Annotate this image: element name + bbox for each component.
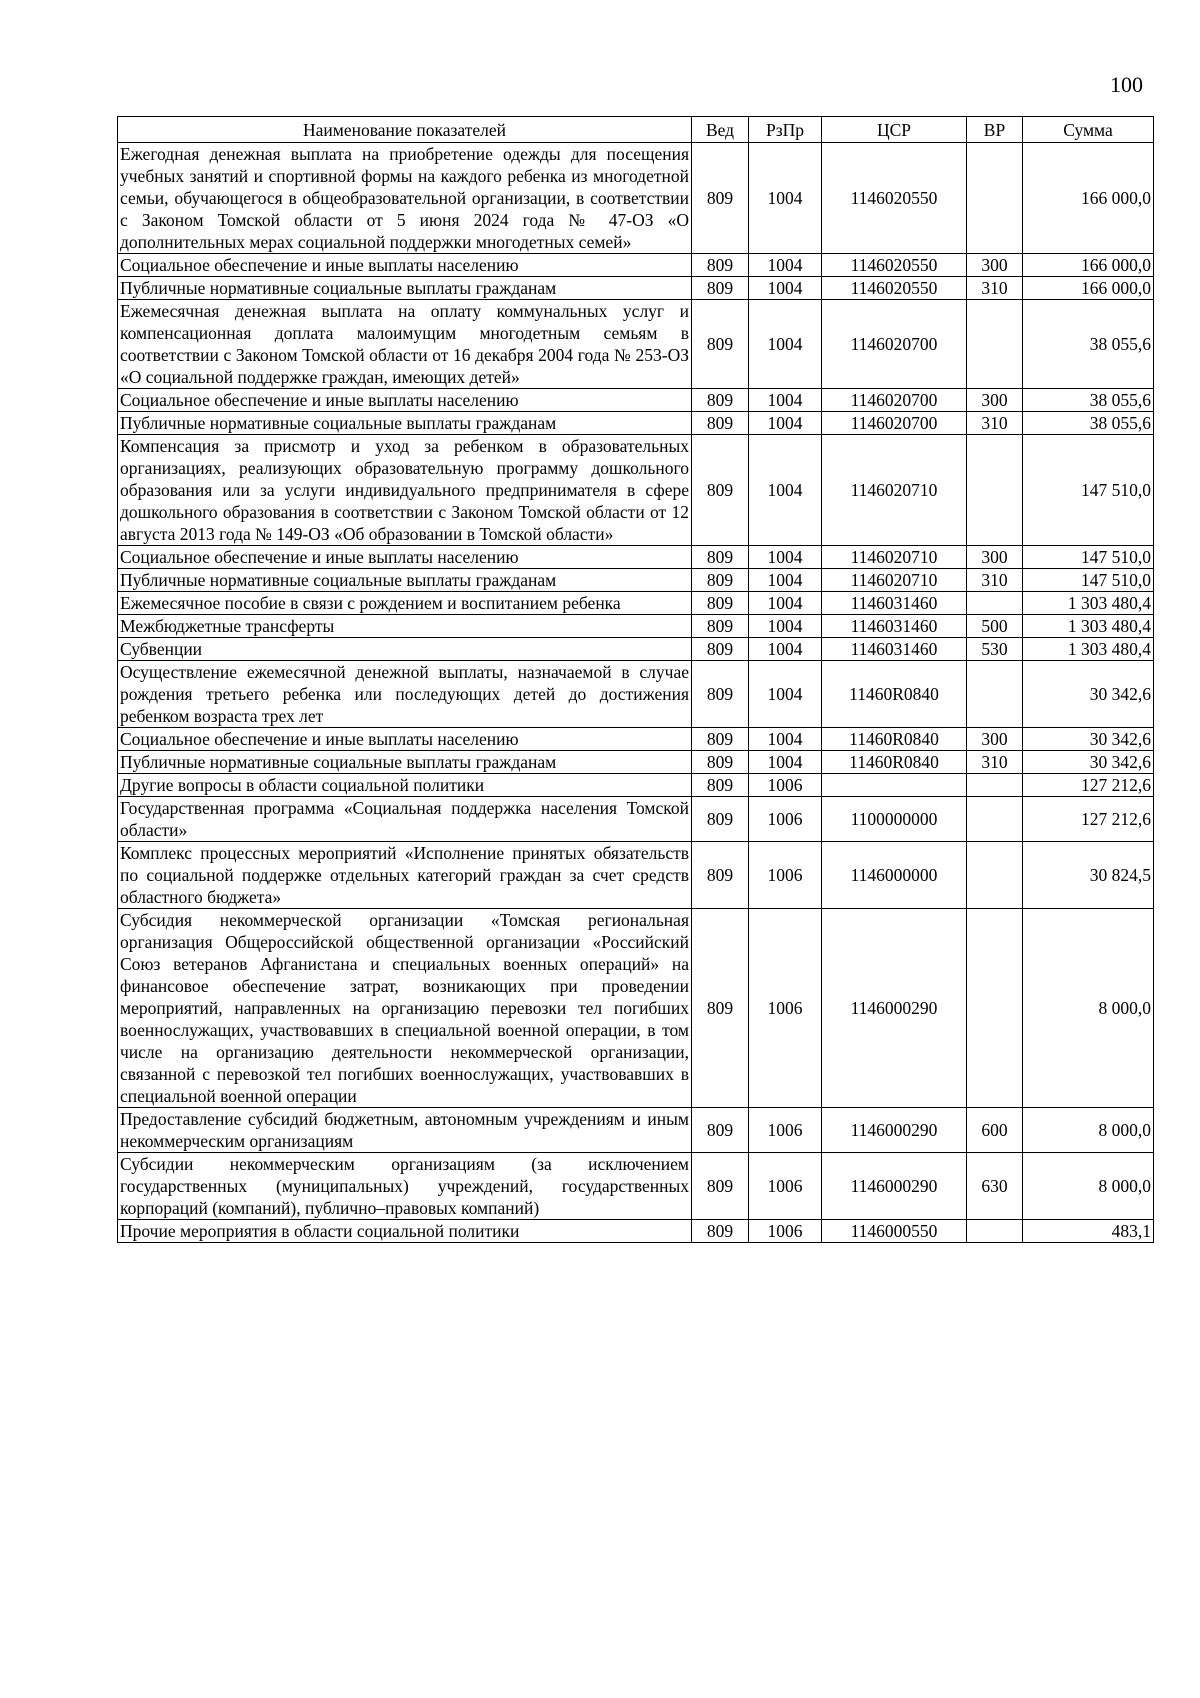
cell-vr: 630 bbox=[967, 1153, 1023, 1220]
cell-sum: 483,1 bbox=[1023, 1220, 1154, 1243]
table-row bbox=[118, 435, 1154, 546]
cell-name: Ежемесячная денежная выплата на оплату коммунальных услуг и компенсационная доплата малоимущим многодетным семьям в соответствии с Законом Томской области от 16 декабря 2004 года № 253-ОЗ «О социальной поддержке граждан, имеющих детей» bbox=[118, 300, 692, 389]
page-number: 100 bbox=[1110, 72, 1143, 97]
cell-vr bbox=[967, 435, 1023, 546]
cell-name: Прочие мероприятия в области социальной политики bbox=[118, 1220, 692, 1243]
cell-vr: 530 bbox=[967, 638, 1023, 661]
cell-csr: 1146020710 bbox=[822, 435, 967, 546]
cell-rzpr: 1006 bbox=[749, 1220, 822, 1243]
cell-vr: 310 bbox=[967, 412, 1023, 435]
cell-vr: 310 bbox=[967, 569, 1023, 592]
table-row bbox=[118, 728, 1154, 751]
cell-rzpr: 1006 bbox=[749, 1108, 822, 1153]
cell-vr: 310 bbox=[967, 277, 1023, 300]
cell-rzpr: 1004 bbox=[749, 412, 822, 435]
cell-sum: 127 212,6 bbox=[1023, 797, 1154, 842]
cell-sum: 30 342,6 bbox=[1023, 751, 1154, 774]
table-row bbox=[118, 143, 1154, 254]
cell-rzpr: 1004 bbox=[749, 751, 822, 774]
table-row bbox=[118, 661, 1154, 728]
cell-ved: 809 bbox=[692, 412, 749, 435]
cell-rzpr: 1004 bbox=[749, 546, 822, 569]
table-row bbox=[118, 389, 1154, 412]
table-row bbox=[118, 412, 1154, 435]
cell-sum: 30 824,5 bbox=[1023, 842, 1154, 909]
table-row bbox=[118, 615, 1154, 638]
cell-ved: 809 bbox=[692, 254, 749, 277]
table-header-row bbox=[118, 117, 1154, 143]
cell-rzpr: 1004 bbox=[749, 728, 822, 751]
cell-vr bbox=[967, 661, 1023, 728]
cell-ved: 809 bbox=[692, 842, 749, 909]
cell-ved: 809 bbox=[692, 435, 749, 546]
cell-sum: 38 055,6 bbox=[1023, 412, 1154, 435]
cell-csr: 1146000290 bbox=[822, 1108, 967, 1153]
cell-name: Социальное обеспечение и иные выплаты населению bbox=[118, 728, 692, 751]
cell-sum: 166 000,0 bbox=[1023, 277, 1154, 300]
cell-csr: 1146000550 bbox=[822, 1220, 967, 1243]
cell-vr bbox=[967, 909, 1023, 1108]
cell-rzpr: 1004 bbox=[749, 592, 822, 615]
cell-vr bbox=[967, 143, 1023, 254]
header-ved: Вед bbox=[692, 117, 749, 143]
cell-csr: 1146031460 bbox=[822, 638, 967, 661]
table-row bbox=[118, 569, 1154, 592]
cell-sum: 166 000,0 bbox=[1023, 143, 1154, 254]
cell-rzpr: 1006 bbox=[749, 1153, 822, 1220]
cell-csr: 1146031460 bbox=[822, 592, 967, 615]
cell-name: Публичные нормативные социальные выплаты гражданам bbox=[118, 751, 692, 774]
cell-rzpr: 1004 bbox=[749, 615, 822, 638]
cell-name: Ежемесячное пособие в связи с рождением и воспитанием ребенка bbox=[118, 592, 692, 615]
cell-name: Публичные нормативные социальные выплаты гражданам bbox=[118, 412, 692, 435]
cell-csr: 1146020700 bbox=[822, 389, 967, 412]
cell-ved: 809 bbox=[692, 1220, 749, 1243]
cell-name: Другие вопросы в области социальной политики bbox=[118, 774, 692, 797]
cell-vr bbox=[967, 1220, 1023, 1243]
cell-csr: 1146020550 bbox=[822, 143, 967, 254]
cell-name: Социальное обеспечение и иные выплаты населению bbox=[118, 389, 692, 412]
cell-name: Публичные нормативные социальные выплаты гражданам bbox=[118, 569, 692, 592]
table-row bbox=[118, 546, 1154, 569]
header-vr: ВР bbox=[967, 117, 1023, 143]
cell-sum: 1 303 480,4 bbox=[1023, 638, 1154, 661]
table-row bbox=[118, 300, 1154, 389]
cell-ved: 809 bbox=[692, 638, 749, 661]
cell-name: Субвенции bbox=[118, 638, 692, 661]
cell-csr: 1146031460 bbox=[822, 615, 967, 638]
cell-name: Ежегодная денежная выплата на приобретение одежды для посещения учебных занятий и спортивной формы на каждого ребенка из многодетной семьи, обучающегося в общеобразовательной организации, в соответствии с Законом Томской области от 5 июня 2024 года № 47-ОЗ «О дополнительных мерах социальной поддержки многодетных семей» bbox=[118, 143, 692, 254]
cell-ved: 809 bbox=[692, 143, 749, 254]
cell-sum: 8 000,0 bbox=[1023, 1153, 1154, 1220]
cell-rzpr: 1006 bbox=[749, 842, 822, 909]
cell-csr: 11460R0840 bbox=[822, 751, 967, 774]
table-row bbox=[118, 1108, 1154, 1153]
cell-name: Социальное обеспечение и иные выплаты населению bbox=[118, 254, 692, 277]
cell-sum: 147 510,0 bbox=[1023, 435, 1154, 546]
cell-csr: 1100000000 bbox=[822, 797, 967, 842]
cell-vr: 300 bbox=[967, 546, 1023, 569]
header-name: Наименование показателей bbox=[118, 117, 692, 143]
cell-ved: 809 bbox=[692, 751, 749, 774]
cell-vr bbox=[967, 797, 1023, 842]
cell-ved: 809 bbox=[692, 797, 749, 842]
table-row bbox=[118, 254, 1154, 277]
cell-ved: 809 bbox=[692, 300, 749, 389]
cell-name: Межбюджетные трансферты bbox=[118, 615, 692, 638]
cell-csr: 1146000290 bbox=[822, 909, 967, 1108]
cell-ved: 809 bbox=[692, 615, 749, 638]
table-row bbox=[118, 797, 1154, 842]
cell-sum: 166 000,0 bbox=[1023, 254, 1154, 277]
cell-ved: 809 bbox=[692, 774, 749, 797]
cell-vr: 300 bbox=[967, 728, 1023, 751]
table-row bbox=[118, 638, 1154, 661]
cell-rzpr: 1006 bbox=[749, 909, 822, 1108]
cell-name: Социальное обеспечение и иные выплаты населению bbox=[118, 546, 692, 569]
cell-name: Компенсация за присмотр и уход за ребенком в образовательных организациях, реализующих образовательную программу дошкольного образования или за услуги индивидуального предпринимателя в сфере дошкольного образования в соответствии с Законом Томской области от 12 августа 2013 года № 149-ОЗ «Об образовании в Томской области» bbox=[118, 435, 692, 546]
table-row bbox=[118, 1153, 1154, 1220]
cell-sum: 38 055,6 bbox=[1023, 300, 1154, 389]
cell-sum: 127 212,6 bbox=[1023, 774, 1154, 797]
cell-sum: 38 055,6 bbox=[1023, 389, 1154, 412]
cell-rzpr: 1004 bbox=[749, 569, 822, 592]
cell-name: Публичные нормативные социальные выплаты гражданам bbox=[118, 277, 692, 300]
cell-vr: 500 bbox=[967, 615, 1023, 638]
cell-csr bbox=[822, 774, 967, 797]
cell-name: Субсидия некоммерческой организации «Томская региональная организация Общероссийской общественной организации «Российский Союз ветеранов Афганистана и специальных военных операций» на финансовое обеспечение затрат, возникающих при проведении мероприятий, направленных на организацию перевозки тел погибших военнослужащих, участвовавших в специальной военной операции, в том числе на организацию деятельности некоммерческой организации, связанной с перевозкой тел погибших военнослужащих, участвовавших в специальной военной операции bbox=[118, 909, 692, 1108]
cell-ved: 809 bbox=[692, 277, 749, 300]
cell-ved: 809 bbox=[692, 728, 749, 751]
cell-rzpr: 1004 bbox=[749, 389, 822, 412]
cell-csr: 1146000290 bbox=[822, 1153, 967, 1220]
cell-vr: 300 bbox=[967, 389, 1023, 412]
cell-ved: 809 bbox=[692, 569, 749, 592]
cell-sum: 147 510,0 bbox=[1023, 569, 1154, 592]
table-row bbox=[118, 842, 1154, 909]
cell-rzpr: 1004 bbox=[749, 661, 822, 728]
cell-csr: 1146020550 bbox=[822, 254, 967, 277]
cell-ved: 809 bbox=[692, 1153, 749, 1220]
cell-csr: 1146020550 bbox=[822, 277, 967, 300]
header-rzpr: РзПр bbox=[749, 117, 822, 143]
cell-sum: 147 510,0 bbox=[1023, 546, 1154, 569]
cell-sum: 8 000,0 bbox=[1023, 1108, 1154, 1153]
cell-vr: 300 bbox=[967, 254, 1023, 277]
table-row bbox=[118, 774, 1154, 797]
table-row bbox=[118, 592, 1154, 615]
cell-rzpr: 1004 bbox=[749, 300, 822, 389]
cell-sum: 8 000,0 bbox=[1023, 909, 1154, 1108]
cell-csr: 1146020700 bbox=[822, 300, 967, 389]
cell-vr bbox=[967, 592, 1023, 615]
cell-csr: 11460R0840 bbox=[822, 661, 967, 728]
cell-csr: 1146020700 bbox=[822, 412, 967, 435]
cell-vr bbox=[967, 300, 1023, 389]
cell-rzpr: 1004 bbox=[749, 435, 822, 546]
cell-ved: 809 bbox=[692, 1108, 749, 1153]
cell-rzpr: 1004 bbox=[749, 143, 822, 254]
cell-sum: 30 342,6 bbox=[1023, 728, 1154, 751]
cell-sum: 1 303 480,4 bbox=[1023, 592, 1154, 615]
cell-sum: 30 342,6 bbox=[1023, 661, 1154, 728]
cell-ved: 809 bbox=[692, 546, 749, 569]
cell-vr: 310 bbox=[967, 751, 1023, 774]
cell-vr bbox=[967, 774, 1023, 797]
cell-sum: 1 303 480,4 bbox=[1023, 615, 1154, 638]
table-row bbox=[118, 909, 1154, 1108]
table-row bbox=[118, 277, 1154, 300]
cell-name: Предоставление субсидий бюджетным, автономным учреждениям и иным некоммерческим организациям bbox=[118, 1108, 692, 1153]
cell-rzpr: 1004 bbox=[749, 277, 822, 300]
cell-rzpr: 1004 bbox=[749, 254, 822, 277]
cell-name: Комплекс процессных мероприятий «Исполнение принятых обязательств по социальной поддержке отдельных категорий граждан за счет средств областного бюджета» bbox=[118, 842, 692, 909]
table-row bbox=[118, 751, 1154, 774]
cell-ved: 809 bbox=[692, 661, 749, 728]
cell-name: Субсидии некоммерческим организациям (за исключением государственных (муниципальных) учреждений, государственных корпораций (компаний), публично–правовых компаний) bbox=[118, 1153, 692, 1220]
cell-csr: 1146000000 bbox=[822, 842, 967, 909]
cell-rzpr: 1004 bbox=[749, 638, 822, 661]
cell-ved: 809 bbox=[692, 909, 749, 1108]
table-row bbox=[118, 1220, 1154, 1243]
cell-vr bbox=[967, 842, 1023, 909]
cell-csr: 1146020710 bbox=[822, 546, 967, 569]
cell-name: Осуществление ежемесячной денежной выплаты, назначаемой в случае рождения третьего ребенка или последующих детей до достижения ребенком возраста трех лет bbox=[118, 661, 692, 728]
cell-ved: 809 bbox=[692, 592, 749, 615]
table-body bbox=[118, 143, 1154, 1243]
header-csr: ЦСР bbox=[822, 117, 967, 143]
cell-csr: 11460R0840 bbox=[822, 728, 967, 751]
cell-name: Государственная программа «Социальная поддержка населения Томской области» bbox=[118, 797, 692, 842]
budget-table bbox=[117, 116, 1154, 1243]
cell-rzpr: 1006 bbox=[749, 774, 822, 797]
header-sum: Сумма bbox=[1023, 117, 1154, 143]
cell-csr: 1146020710 bbox=[822, 569, 967, 592]
cell-vr: 600 bbox=[967, 1108, 1023, 1153]
cell-rzpr: 1006 bbox=[749, 797, 822, 842]
cell-ved: 809 bbox=[692, 389, 749, 412]
